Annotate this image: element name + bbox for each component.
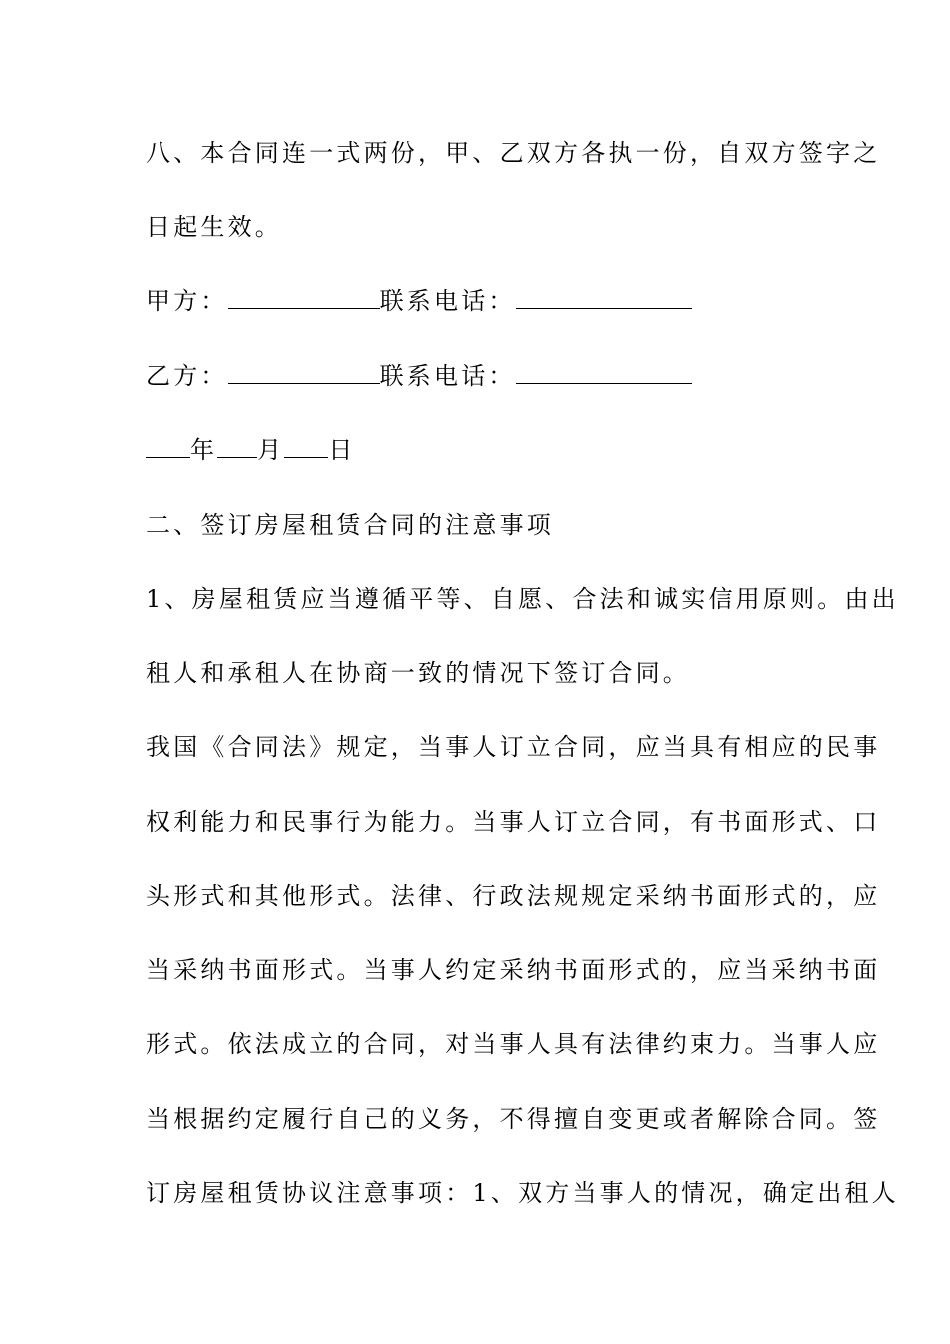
para-2-line-6: 当根据约定履行自己的义务，不得擅自变更或者解除合同。签 bbox=[146, 1105, 881, 1133]
party-b-phone-blank bbox=[516, 361, 692, 384]
month-blank bbox=[217, 435, 257, 458]
para-2-line-5: 形式。依法成立的合同，对当事人具有法律约束力。当事人应 bbox=[146, 1030, 881, 1058]
party-a-phone-label: 联系电话： bbox=[379, 287, 516, 315]
month-label: 月 bbox=[257, 436, 285, 464]
party-b-label: 乙方： bbox=[146, 362, 228, 390]
date-row bbox=[146, 435, 826, 465]
party-a-name-blank bbox=[228, 286, 380, 309]
year-blank bbox=[146, 435, 190, 458]
party-b-signature-row bbox=[146, 361, 826, 391]
party-b-name-blank bbox=[228, 361, 380, 384]
party-a-phone-blank bbox=[516, 286, 692, 309]
party-a-label: 甲方： bbox=[146, 287, 228, 315]
para-2-line-3: 头形式和其他形式。法律、行政法规规定采纳书面形式的，应 bbox=[146, 882, 881, 910]
clause-8-line-2: 日起生效。 bbox=[146, 213, 282, 241]
para-2-line-2: 权利能力和民事行为能力。当事人订立合同，有书面形式、口 bbox=[146, 808, 881, 836]
day-blank bbox=[284, 435, 328, 458]
para-2-line-7: 订房屋租赁协议注意事项：1、双方当事人的情况，确定出租人 bbox=[146, 1179, 899, 1207]
day-label: 日 bbox=[328, 436, 356, 464]
party-b-phone-label: 联系电话： bbox=[379, 362, 516, 390]
para-1-line-1: 1、房屋租赁应当遵循平等、自愿、合法和诚实信用原则。由出 bbox=[146, 585, 899, 613]
para-2-line-4: 当采纳书面形式。当事人约定采纳书面形式的，应当采纳书面 bbox=[146, 956, 881, 984]
para-2-line-1: 我国《合同法》规定，当事人订立合同，应当具有相应的民事 bbox=[146, 733, 881, 761]
year-label: 年 bbox=[190, 436, 218, 464]
para-1-line-2: 租人和承租人在协商一致的情况下签订合同。 bbox=[146, 659, 690, 687]
clause-8-line-1: 八、本合同连一式两份，甲、乙双方各执一份，自双方签字之 bbox=[146, 139, 881, 167]
section-2-heading: 二、签订房屋租赁合同的注意事项 bbox=[146, 511, 554, 539]
party-a-signature-row bbox=[146, 286, 826, 316]
